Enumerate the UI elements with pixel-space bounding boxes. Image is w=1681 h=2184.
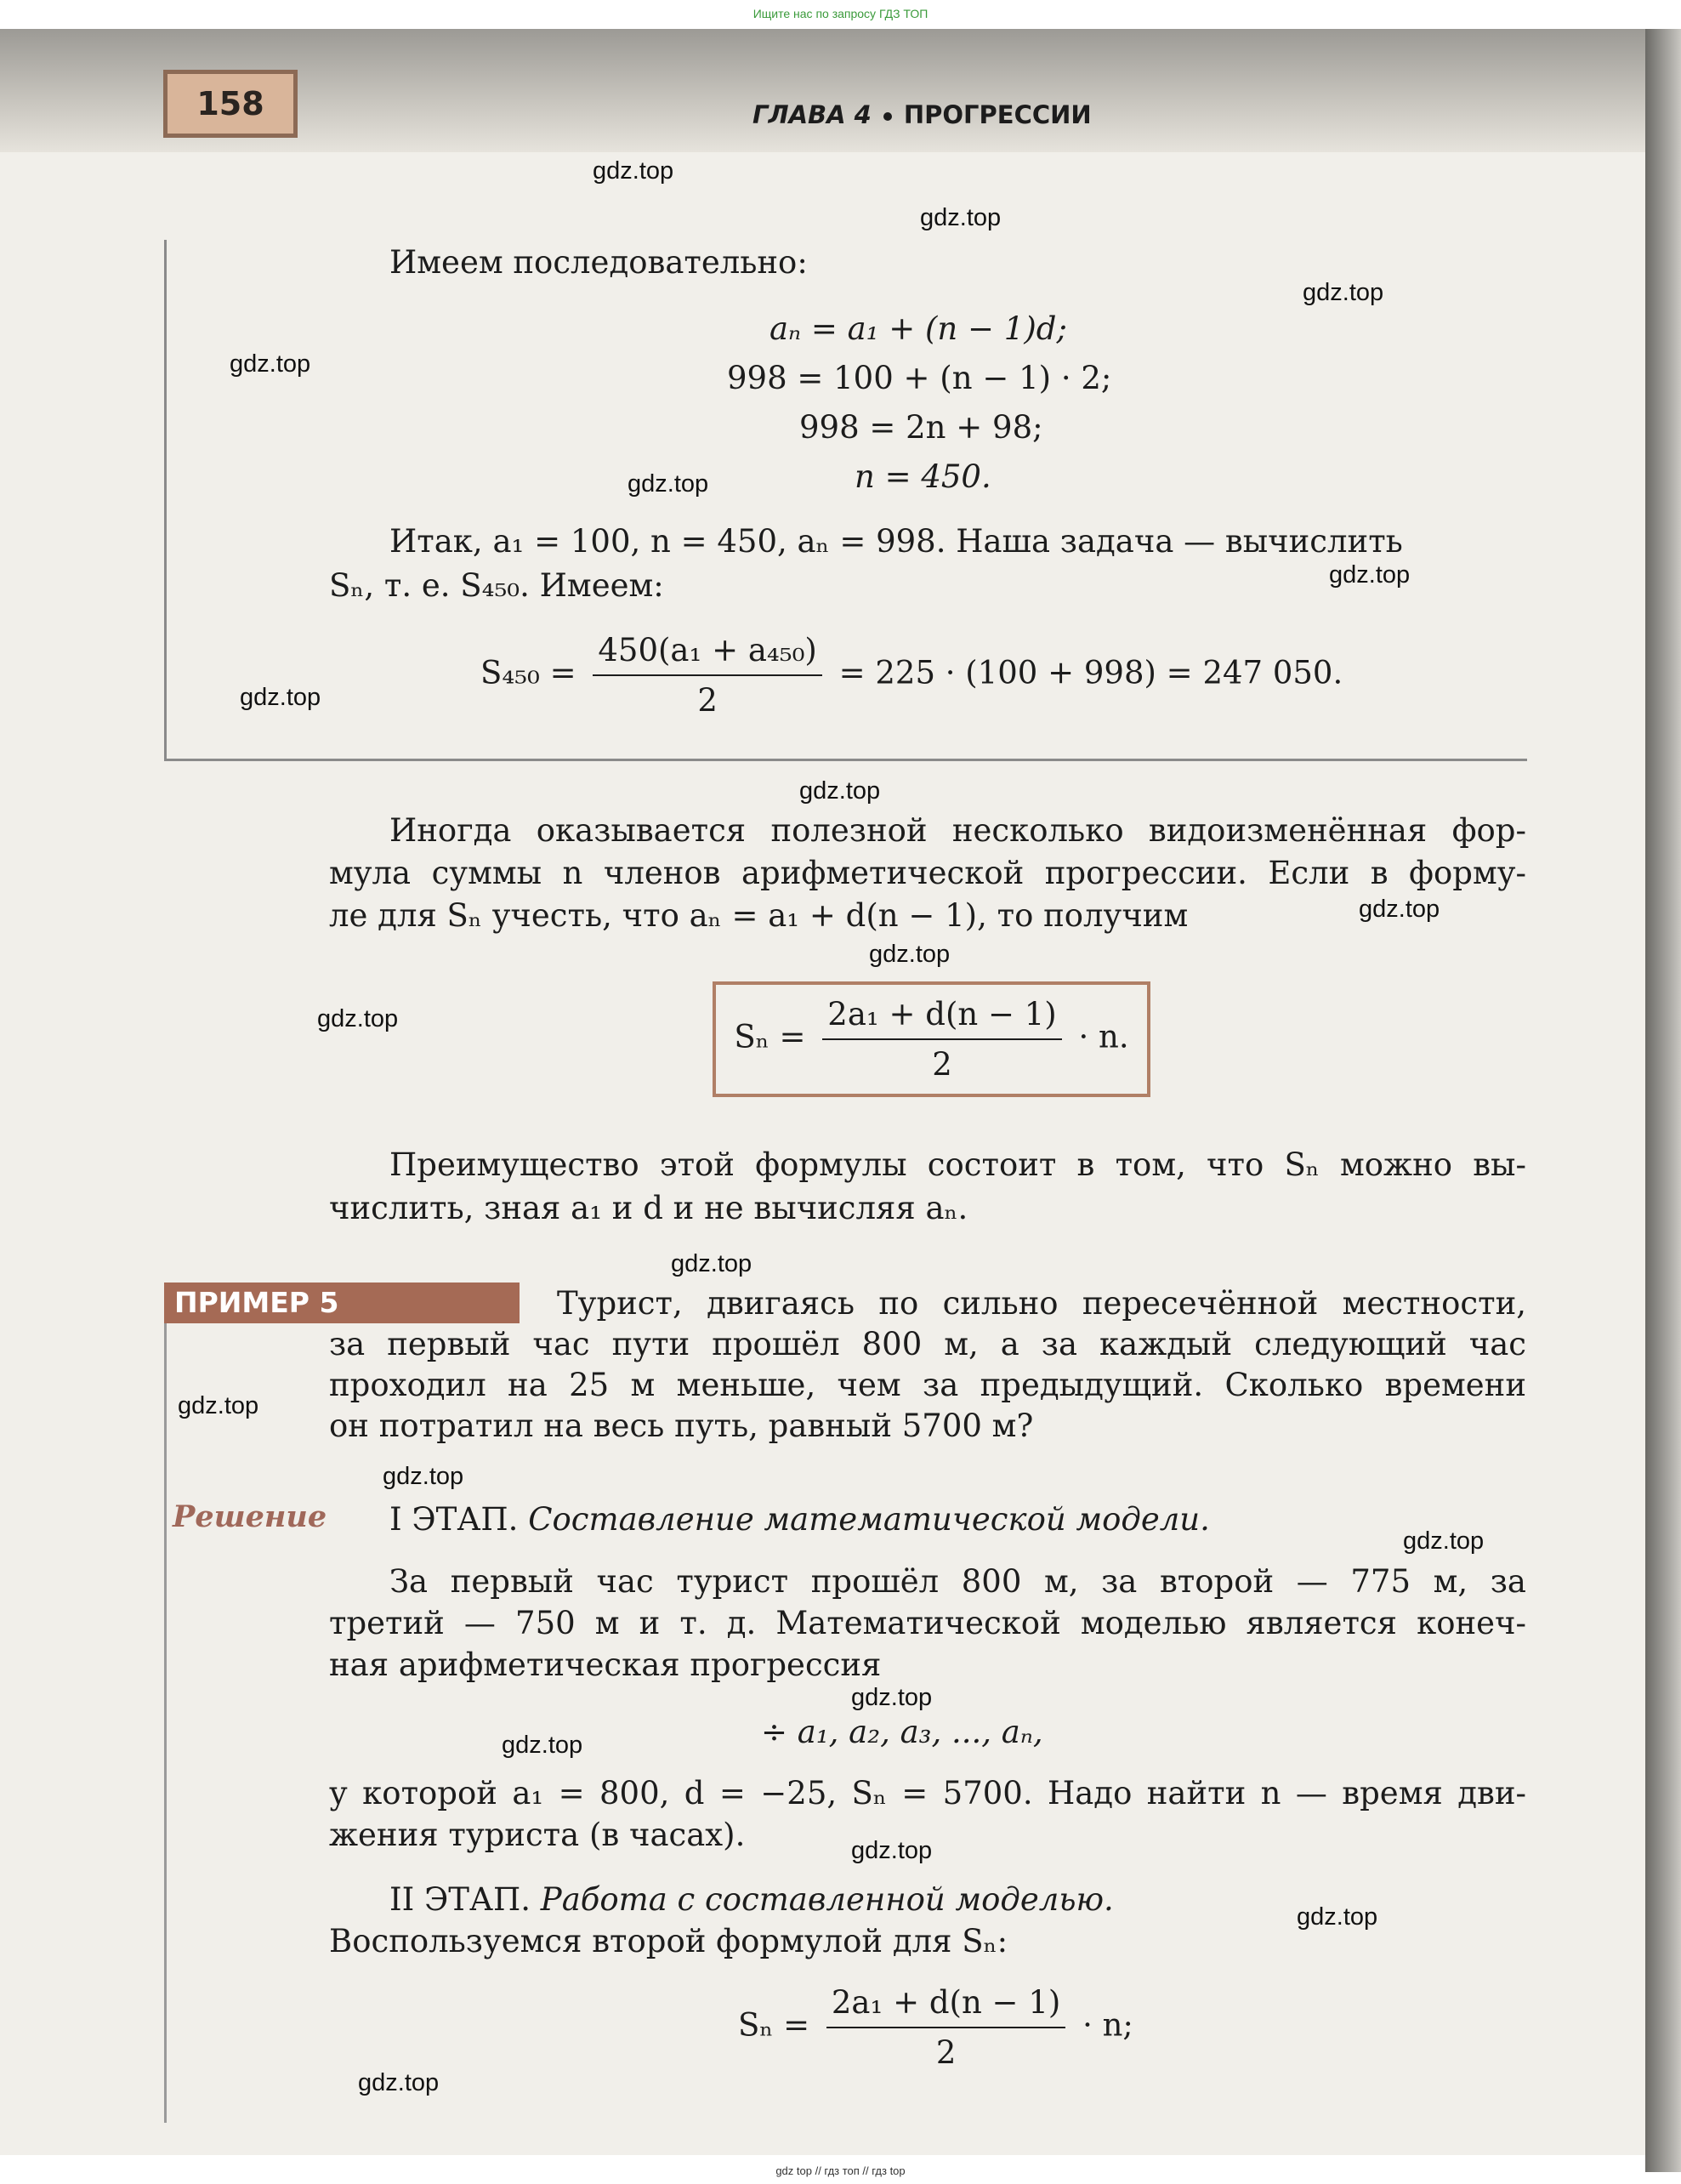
watermark: gdz.top [230,350,311,378]
text-line: Иногда оказывается полезной несколько видоизменённая фор- [389,812,1526,849]
text-line: Sₙ, т. е. S₄₅₀. Имеем: [329,567,664,604]
numerator: 450(a₁ + a₄₅₀) [593,629,821,676]
watermark: gdz.top [1303,279,1384,306]
equation-rhs: · n; [1082,2006,1133,2044]
watermark: gdz.top [851,1684,933,1711]
watermark: gdz.top [920,204,1002,231]
formula-box [713,981,1150,1097]
numerator: 2a₁ + d(n − 1) [826,1982,1065,2028]
watermark: gdz.top [1359,896,1440,923]
example-label: ПРИМЕР 5 [164,1283,520,1323]
watermark: gdz.top [671,1250,752,1277]
stage-number: I ЭТАП. [389,1501,519,1538]
watermark: gdz.top [1297,1903,1378,1931]
chapter-title: ПРОГРЕССИИ [903,100,1092,129]
sequence: ÷ a₁, a₂, a₃, ..., aₙ, [761,1714,1043,1750]
watermark: gdz.top [628,470,709,498]
equation-lhs: S₄₅₀ = [480,654,576,691]
stage-title: Работа с составленной моделью. [540,1881,1114,1918]
stage-title: Составление математической модели. [528,1501,1210,1538]
denominator: 2 [932,1046,952,1083]
equation: n = 450. [855,458,991,495]
numerator: 2a₁ + d(n − 1) [822,993,1061,1040]
text-line: жения туриста (в часах). [329,1817,746,1853]
equation: 998 = 100 + (n − 1) · 2; [727,360,1112,396]
fraction [826,1982,1065,2073]
text-line: мула суммы n членов арифметической прогрессии. Если в форму- [329,855,1526,891]
text-line: Итак, a₁ = 100, n = 450, aₙ = 998. Наша задача — вычислить [389,523,1403,560]
equation: 998 = 2n + 98; [799,409,1043,446]
fraction [593,629,821,721]
boxed-formula [734,993,1128,1085]
text-line: Турист, двигаясь по сильно пересечённой местности, [557,1285,1526,1322]
text-line: Преимущество этой формулы состоит в том, что Sₙ можно вы- [389,1146,1526,1183]
text-line: ле для Sₙ учесть, что aₙ = a₁ + d(n − 1), то получим [329,897,1189,934]
stage-number: II ЭТАП. [389,1881,531,1918]
example-rule [164,1323,167,2123]
watermark: gdz.top [383,1463,464,1490]
book-spine [1645,29,1681,2172]
equation: aₙ = a₁ + (n − 1)d; [770,310,1067,347]
denominator: 2 [697,682,718,719]
text-line: числить, зная a₁ и d и не вычисляя aₙ. [329,1190,968,1226]
equation-rhs: = 225 · (100 + 998) = 247 050. [838,654,1343,691]
stage-heading [389,1879,1114,1920]
watermark: gdz.top [178,1392,259,1419]
watermark: gdz.top [593,157,674,185]
equation-lhs: Sₙ = [734,1018,806,1055]
text-line: Имеем последовательно: [389,244,808,281]
text-line: За первый час турист прошёл 800 м, за второй — 775 м, за [389,1563,1526,1600]
watermark: gdz.top [1329,561,1411,589]
watermark: gdz.top [240,684,321,711]
top-note: Ищите нас по запросу ГДЗ ТОП [752,7,929,20]
sum-equation [480,629,1343,721]
text-line: у которой a₁ = 800, d = −25, Sₙ = 5700. Надо найти n — время дви- [329,1775,1526,1811]
text-line: проходил на 25 м меньше, чем за предыдущий. Сколько времени [329,1367,1526,1403]
equation-rhs: · n. [1078,1018,1129,1055]
bullet-icon [883,112,892,121]
denominator: 2 [935,2034,957,2071]
bottom-note: gdz top // гдз топ // гдз top [775,2164,906,2177]
fraction [822,993,1061,1085]
equation-lhs: Sₙ = [738,2006,810,2044]
running-head [752,100,1092,129]
watermark: gdz.top [851,1837,933,1864]
watermark: gdz.top [869,941,951,968]
text-line: он потратил на весь путь, равный 5700 м? [329,1408,1034,1444]
page-number: 158 [163,70,298,138]
text-line: ная арифметическая прогрессия [329,1647,882,1683]
watermark: gdz.top [317,1005,399,1032]
final-equation [738,1982,1133,2073]
watermark: gdz.top [799,777,881,805]
chapter-label: ГЛАВА 4 [752,100,872,129]
text-line: Воспользуемся второй формулой для Sₙ: [329,1923,1008,1959]
text-line: третий — 750 м и т. д. Математической моделью является конеч- [329,1605,1526,1641]
watermark: gdz.top [1403,1527,1485,1555]
text-line: за первый час пути прошёл 800 м, а за каждый следующий час [329,1326,1526,1362]
stage-heading [389,1499,1210,1540]
watermark: gdz.top [502,1732,583,1759]
watermark: gdz.top [358,2069,440,2096]
solution-label: Решение [173,1499,327,1534]
